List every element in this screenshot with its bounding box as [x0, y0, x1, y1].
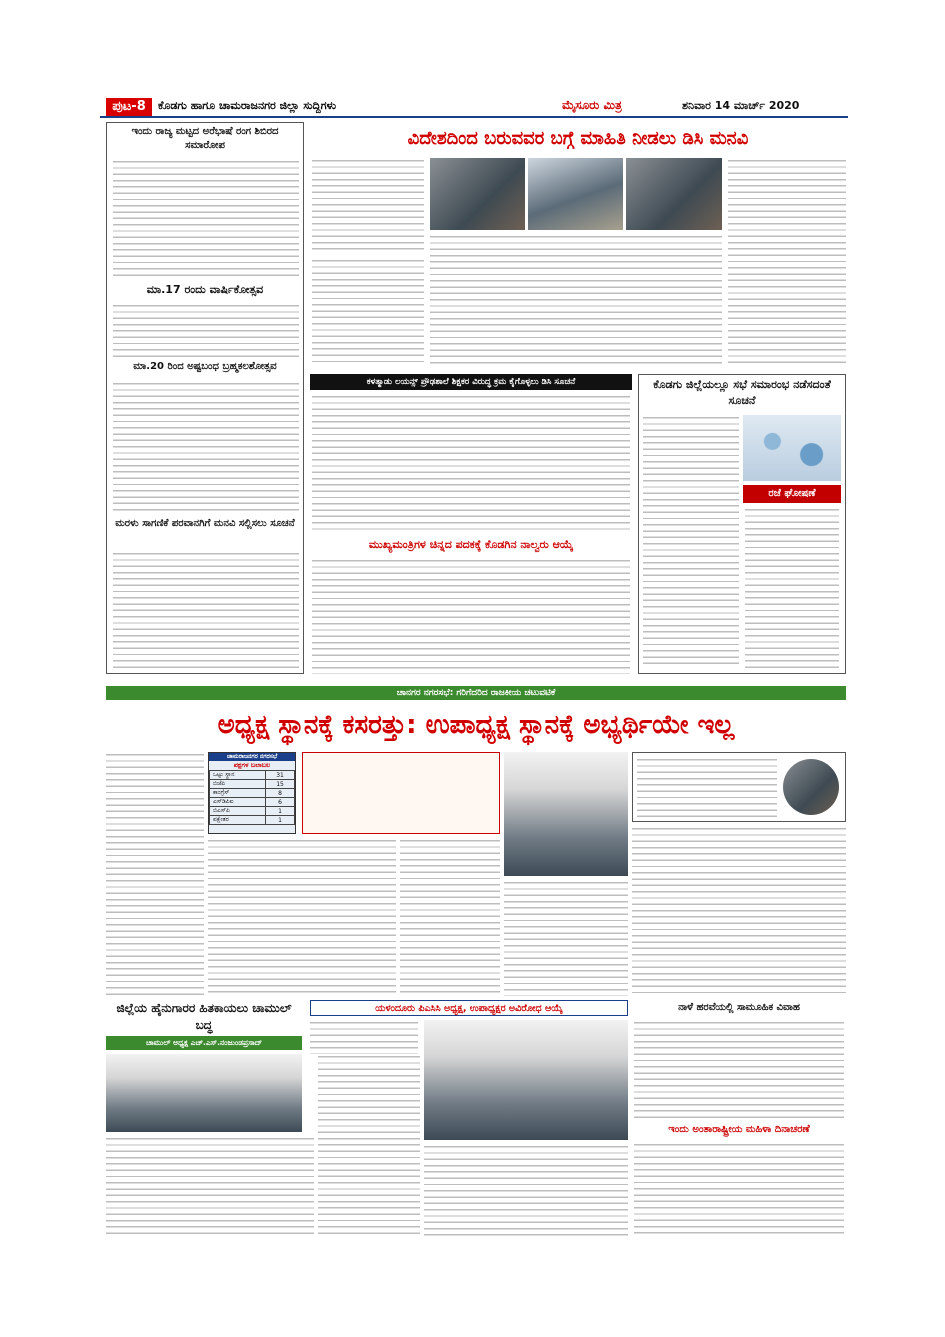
lead-body-col-right — [728, 158, 846, 364]
page-number: ಪುಟ-8 — [106, 98, 152, 116]
holiday-body — [745, 507, 839, 669]
newspaper-page — [100, 96, 848, 1240]
yelandur-photo — [424, 1020, 628, 1140]
story1-headline: ಇಂದು ರಾಜ್ಯ ಮಟ್ಟದ ಅರೆಭಾಷೆ ರಂಗ ಶಿಬಿರದ ಸಮಾರೋಪ — [131, 126, 279, 151]
womensday-headline: ಇಂದು ಅಂತಾರಾಷ್ಟ್ರೀಯ ಮಹಿಳಾ ದಿನಾಚರಣೆ — [668, 1124, 810, 1135]
kalathmadu-headline: ಕಳತ್ಮಾಡು ಲಯನ್ಸ್ ಪ್ರೌಢಶಾಲೆ ಶಿಕ್ಷಕರ ವಿರುದ್ಧ ಕ್ರಮ ಕೈಗೊಳ್ಳಲು ಡಿಸಿ ಸೂಚನೆ — [310, 374, 632, 390]
story1-body — [113, 159, 299, 279]
section-title: ಕೊಡಗು ಹಾಗೂ ಚಾಮರಾಜನಗರ ಜಿಲ್ಲಾ ಸುದ್ದಿಗಳು — [158, 99, 337, 112]
profile-box — [632, 752, 846, 822]
cm-medal-headline: ಮುಖ್ಯಮಂತ್ರಿಗಳ ಚಿನ್ನದ ಪದಕಕ್ಕೆ ಕೊಡಗಿನ ನಾಲ್ವರು ಆಯ್ಕೆ — [368, 538, 574, 551]
lead-photo-3 — [626, 158, 722, 230]
paper-name: ಮೈಸೂರು ಮಿತ್ರ — [562, 98, 622, 112]
table-row — [210, 771, 295, 780]
band-body-col5 — [632, 826, 846, 996]
party-name: ಬಿಎಸ್‌ಪಿ — [210, 807, 266, 816]
table-row — [210, 798, 295, 807]
issue-date: ಶನಿವಾರ 14 ಮಾರ್ಚ್ 2020 — [682, 99, 800, 112]
story4-headline: ಮರಳು ಸಾಗಣಿಕೆ ಪರವಾನಗಿಗೆ ಮನವಿ ಸಲ್ಲಿಸಲು ಸೂಚನೆ — [115, 518, 295, 529]
table-row — [210, 807, 295, 816]
seat-count: 31 — [266, 771, 295, 780]
profile-text — [637, 757, 777, 817]
seat-count: 6 — [266, 798, 295, 807]
cm-medal-body — [312, 558, 630, 674]
milk-photo — [106, 1054, 302, 1132]
band-note-box — [302, 752, 500, 834]
band-body-col2 — [208, 838, 396, 996]
party-name: ಬಿಜೆಪಿ — [210, 780, 266, 789]
right-box — [638, 374, 846, 674]
band-body-col4 — [504, 880, 628, 996]
band-kicker: ಚಾನಗರ ನಗರಸಭೆ: ಗರಿಗೆದರಿದ ರಾಜಕೀಯ ಚಟುವಟಿಕೆ — [106, 686, 846, 700]
story4-body — [113, 551, 299, 669]
milk-headline: ಜಿಲ್ಲೆಯ ಹೈನುಗಾರರ ಹಿತಕಾಯಲು ಚಾಮುಲ್ ಬದ್ಧ — [116, 1001, 292, 1032]
womensday-body — [634, 1142, 844, 1238]
table-row — [210, 789, 295, 798]
seat-count: 15 — [266, 780, 295, 789]
party-name: ಒಟ್ಟು ಸ್ಥಾನ — [210, 771, 266, 780]
party-table-box — [208, 752, 296, 834]
table-row — [210, 816, 295, 825]
lead-body-col1b — [312, 258, 424, 364]
lead-headline: ವಿದೇಶದಿಂದ ಬರುವವರ ಬಗ್ಗೆ ಮಾಹಿತಿ ನೀಡಲು ಡಿಸಿ ಮನವಿ — [407, 128, 749, 149]
milk-body-2 — [318, 1054, 420, 1238]
table-subtitle: ಪಕ್ಷಗಳ ಬಲಾಬಲ — [233, 761, 271, 769]
lead-body-main — [430, 234, 722, 364]
masthead — [100, 96, 848, 118]
holiday-title: ರಜೆ ಘೋಷಣೆ — [743, 485, 841, 503]
left-column — [106, 122, 304, 674]
marriage-headline: ನಾಳೆ ಹರವೆಯಲ್ಲಿ ಸಾಮೂಹಿಕ ವಿವಾಹ — [678, 1002, 800, 1013]
yelandur-body — [424, 1144, 628, 1238]
party-name: ಕಾಂಗ್ರೆಸ್ — [210, 789, 266, 798]
party-table — [209, 770, 295, 825]
band-body-col3 — [400, 838, 500, 996]
milk-body — [106, 1136, 314, 1238]
seat-count: 8 — [266, 789, 295, 798]
yelandur-body-top — [310, 1020, 418, 1054]
seat-count: 1 — [266, 807, 295, 816]
nagarasabhe-photo — [504, 752, 628, 876]
story3-body — [113, 381, 299, 511]
lead-photo-2 — [528, 158, 623, 230]
yelandur-headline: ಯಳಂದೂರು ಪಿಎಸಿಸಿ ಅಧ್ಯಕ್ಷ, ಉಪಾಧ್ಯಕ್ಷರ ಅವಿರೋಧ ಆಯ್ಕೆ — [310, 1000, 628, 1016]
party-name: ಎಸ್‌ಡಿಪಿಐ — [210, 798, 266, 807]
right-box-headline: ಕೊಡಗು ಜಿಲ್ಲೆಯಲ್ಲೂ ಸಭೆ ಸಮಾರಂಭ ನಡೆಸದಂತೆ ಸೂಚನೆ — [653, 378, 831, 407]
avatar — [783, 759, 839, 815]
table-row — [210, 780, 295, 789]
virus-image — [743, 415, 841, 481]
seat-count: 1 — [266, 816, 295, 825]
party-name: ಪಕ್ಷೇತರ — [210, 816, 266, 825]
table-title: ಚಾಮರಾಜನಗರ ನಗರಸಭೆ — [209, 753, 295, 761]
lead-body-col1 — [312, 158, 424, 254]
story2-body — [113, 303, 299, 357]
lead-photo-1 — [430, 158, 525, 230]
right-box-body-1 — [643, 415, 739, 669]
milk-subhead: ಚಾಮುಲ್ ಅಧ್ಯಕ್ಷ ಎಚ್.ಎಸ್.ನಂಜುಂಡಪ್ರಸಾದ್ — [106, 1036, 302, 1050]
band-body-col1 — [106, 752, 204, 996]
band-headline: ಅಧ್ಯಕ್ಷ ಸ್ಥಾನಕ್ಕೆ ಕಸರತ್ತು: ಉಪಾಧ್ಯಕ್ಷ ಸ್ಥಾನಕ್ಕೆ ಅಭ್ಯರ್ಥಿಯೇ ಇಲ್ಲ — [217, 710, 735, 740]
marriage-body — [634, 1020, 844, 1118]
kalathmadu-body — [312, 394, 630, 530]
story2-headline: ಮಾ.17 ರಂದು ವಾರ್ಷಿಕೋತ್ಸವ — [146, 283, 264, 296]
story3-headline: ಮಾ.20 ರಿಂದ ಅಷ್ಟಬಂಧ ಬ್ರಹ್ಮಕಲಶೋತ್ಸವ — [133, 361, 277, 372]
